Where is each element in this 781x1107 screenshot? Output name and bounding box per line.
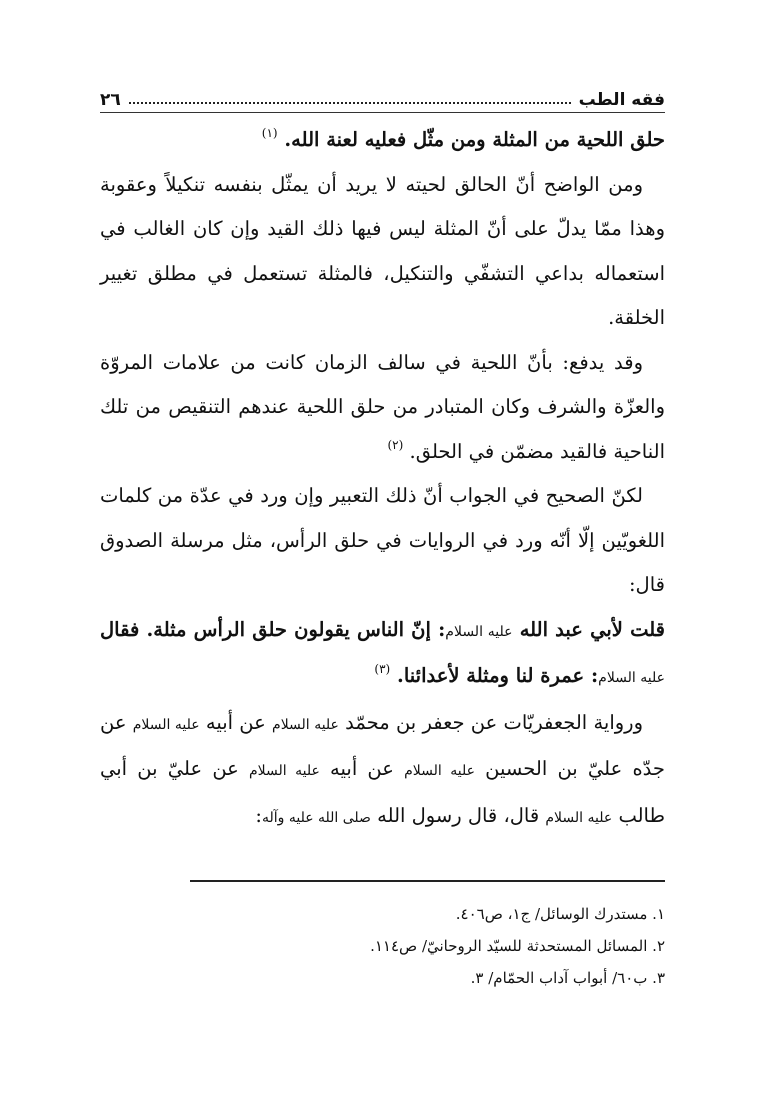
paragraph-6-text-5: عن عليّ بن أبي طالب <box>100 757 665 827</box>
header-rule <box>100 112 665 113</box>
footnote-ref-3: (٣) <box>374 662 391 676</box>
paragraph-6-text-2: عن أبيه <box>205 710 266 734</box>
paragraph-3 <box>100 341 665 475</box>
footnote-3: ٣. ب٦٠/ أبواب آداب الحمّام/ ٣. <box>470 969 665 987</box>
honorific: عليه السلام <box>545 809 613 826</box>
footnote-rule <box>190 880 665 882</box>
honorific: عليه السلام <box>272 716 339 733</box>
footnote-1: ١. مستدرك الوسائل/ ج١، ص٤٠٦. <box>455 905 665 923</box>
footnotes <box>190 898 665 994</box>
honorific: عليه السلام <box>132 716 200 733</box>
quote-text-2: : إنّ الناس يقولون حلق الرأس مثلة. فقال <box>100 617 446 641</box>
paragraph-6-text-3: عن جدّه عليّ بن الحسين <box>100 710 665 780</box>
page-number: ٢٦ <box>100 90 121 110</box>
honorific: عليه السلام <box>404 763 475 779</box>
honorific: عليه السلام <box>445 623 513 640</box>
book-title: فقه الطب <box>578 90 665 110</box>
paragraph-1 <box>100 118 665 163</box>
paragraph-5-quote <box>100 608 665 701</box>
quote-text-1: قلت لأبي عبد الله <box>519 617 665 641</box>
paragraph-4: لكنّ الصحيح في الجواب أنّ ذلك التعبير وإن ورد في عدّة من كلمات اللغويّين إلّا أنّه ورد في الروايات في حلق الرأس، مثل مرسلة الصدوق قال: <box>100 484 665 596</box>
honorific: عليه السلام <box>249 763 320 779</box>
footnote-ref-1: (١) <box>261 126 278 140</box>
paragraph-6-text-1: ورواية الجعفريّات عن جعفر بن محمّد <box>345 710 644 734</box>
quote-text-3: : عمرة لنا ومثلة لأعدائنا. <box>397 664 599 687</box>
paragraph-6-text-4: عن أبيه <box>330 757 394 780</box>
paragraph-6-text-6: قال، قال رسول الله <box>377 803 540 827</box>
footnote-ref-2: (٢) <box>387 437 404 452</box>
running-header <box>100 80 665 110</box>
paragraph-2: ومن الواضح أنّ الحالق لحيته لا يريد أن يمثّل بنفسه تنكيلاً وعقوبة وهذا ممّا يدلّ على أنّ المثلة ليس فيها ذلك القيد وإن كان الغالب في استعماله بداعي التشفّي والتنكيل، فالمثلة تستعمل في مطلق تغيير الخلقة. <box>100 172 665 329</box>
paragraph-3-text: وقد يدفع: بأنّ اللحية في سالف الزمان كانت من علامات المروّة والعزّة والشرف وكان المتبادر من حلق اللحية عندهم التنقيص من تلك الناحية فالقيد مضمّن في الحلق. <box>100 350 665 463</box>
header-dot-leader <box>129 102 571 104</box>
footnote-2: ٢. المسائل المستحدثة للسيّد الروحانيّ/ ص١١٤. <box>370 937 665 955</box>
paragraph-1-text: حلق اللحية من المثلة ومن مثّل فعليه لعنة الله. <box>284 128 665 151</box>
honorific: صلى الله عليه وآله <box>261 809 371 826</box>
body-text <box>100 118 665 840</box>
honorific: عليه السلام <box>598 670 665 686</box>
paragraph-6 <box>100 701 665 841</box>
paragraph-6-text-7: : <box>255 803 262 827</box>
